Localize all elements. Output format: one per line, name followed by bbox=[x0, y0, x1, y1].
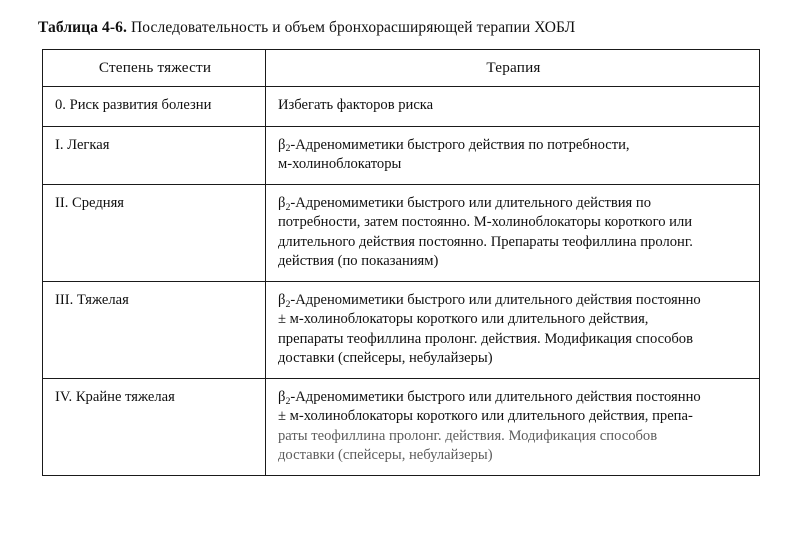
subscript-two: 2 bbox=[285, 395, 291, 407]
subscript-two: 2 bbox=[285, 298, 291, 310]
therapy-line: доставки (спейсеры, небулайзеры) bbox=[278, 446, 493, 463]
therapy-line: ± м-холиноблокаторы короткого или длительного действия, bbox=[278, 311, 649, 328]
therapy-line: действия (по показаниям) bbox=[278, 252, 439, 269]
table-body bbox=[43, 87, 760, 476]
therapy-line: потребности, затем постоянно. М-холиноблокаторы короткого или bbox=[278, 214, 693, 231]
table-caption-text: Последовательность и объем бронхорасширяющей терапии ХОБЛ bbox=[127, 19, 576, 36]
table-header bbox=[43, 50, 760, 87]
cell-severity: III. Тяжелая bbox=[43, 282, 266, 379]
table-row bbox=[43, 185, 760, 282]
therapy-table bbox=[42, 49, 760, 476]
subscript-two: 2 bbox=[285, 201, 291, 213]
therapy-line: доставки (спейсеры, небулайзеры) bbox=[278, 349, 493, 366]
cell-therapy bbox=[266, 185, 760, 282]
therapy-line: Избегать факторов риска bbox=[278, 97, 434, 114]
cell-severity: 0. Риск развития болезни bbox=[43, 87, 266, 126]
cell-therapy bbox=[266, 87, 760, 126]
therapy-line: $\beta_2$-Адреномиметики быстрого или длительного действия постоянно bbox=[278, 389, 701, 407]
cell-therapy bbox=[266, 379, 760, 476]
therapy-line: $\beta_2$-Адреномиметики быстрого или длительного действия по bbox=[278, 195, 652, 213]
cell-therapy bbox=[266, 126, 760, 185]
therapy-line: $\beta_2$-Адреномиметики быстрого или длительного действия постоянно bbox=[278, 292, 701, 310]
table-caption bbox=[38, 18, 772, 37]
therapy-line: длительного действия постоянно. Препараты теофиллина пролонг. bbox=[278, 233, 693, 250]
therapy-line: препараты теофиллина пролонг. действия. Модификация способов bbox=[278, 330, 693, 347]
column-header-severity: Степень тяжести bbox=[43, 50, 266, 87]
cell-severity: IV. Крайне тяжелая bbox=[43, 379, 266, 476]
column-header-therapy: Терапия bbox=[266, 50, 760, 87]
cell-severity: II. Средняя bbox=[43, 185, 266, 282]
table-header-row bbox=[43, 50, 760, 87]
therapy-line: $\beta_2$-Адреномиметики быстрого действия по потребности, bbox=[278, 136, 630, 155]
therapy-line: раты теофиллина пролонг. действия. Модификация способов bbox=[278, 427, 658, 444]
table-caption-label: Таблица 4-6. bbox=[38, 19, 127, 36]
table-row bbox=[43, 126, 760, 185]
therapy-line: ± м-холиноблокаторы короткого или длительного действия, препа- bbox=[278, 408, 693, 425]
table-row bbox=[43, 282, 760, 379]
therapy-line: м-холиноблокаторы bbox=[278, 155, 402, 172]
table-row bbox=[43, 379, 760, 476]
cell-severity: I. Легкая bbox=[43, 126, 266, 185]
subscript-two: 2 bbox=[285, 143, 291, 155]
cell-therapy bbox=[266, 282, 760, 379]
table-row bbox=[43, 87, 760, 126]
